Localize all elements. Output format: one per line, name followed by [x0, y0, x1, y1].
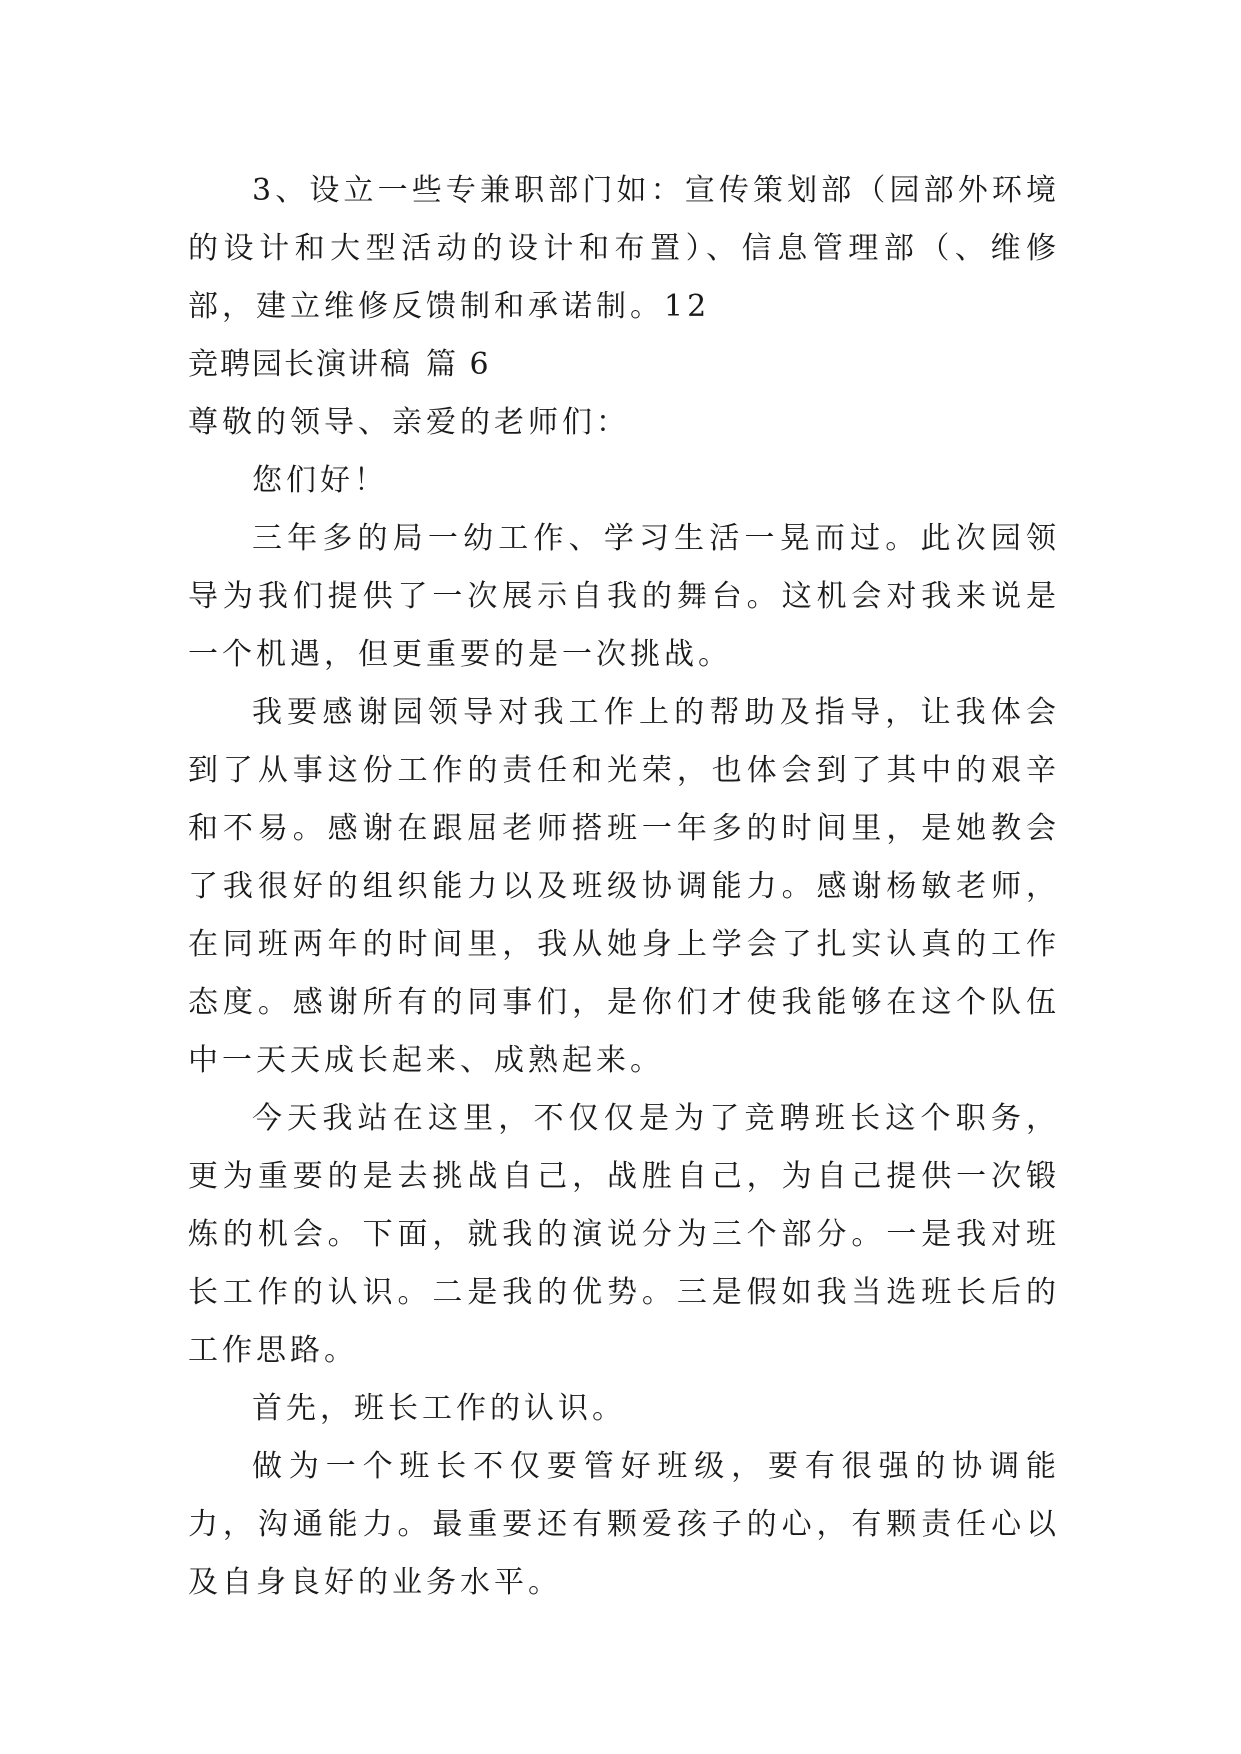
section-title: 竞聘园长演讲稿 [188, 347, 412, 382]
body-paragraph: 今天我站在这里，不仅仅是为了竞聘班长这个职务，更为重要的是去挑战自己，战胜自己，为自己提供一次锻炼的机会。下面，就我的演说分为三个部分。一是我对班长工作的认识。二是我的优势。三是假如我当选班长后的工作思路。 [188, 1101, 1060, 1368]
body-paragraph: 做为一个班长不仅要管好班级，要有很强的协调能力，沟通能力。最重要还有颗爱孩子的心，有颗责任心以及自身良好的业务水平。 [188, 1449, 1060, 1600]
greeting: 您们好！ [252, 463, 388, 498]
section-heading [188, 336, 1060, 394]
body-paragraph: 三年多的局一幼工作、学习生活一晃而过。此次园领导为我们提供了一次展示自我的舞台。这机会对我来说是一个机遇，但更重要的是一次挑战。 [188, 521, 1060, 672]
body-paragraph: 我要感谢园领导对我工作上的帮助及指导，让我体会到了从事这份工作的责任和光荣，也体会到了其中的艰辛和不易。感谢在跟屈老师搭班一年多的时间里，是她教会了我很好的组织能力以及班级协调能力。感谢杨敏老师，在同班两年的时间里，我从她身上学会了扎实认真的工作态度。感谢所有的同事们，是你们才使我能够在这个队伍中一天天成长起来、成熟起来。 [188, 695, 1060, 1078]
salutation: 尊敬的领导、亲爱的老师们： [188, 405, 630, 440]
body-paragraph: 首先，班长工作的认识。 [252, 1391, 626, 1426]
intro-paragraph: 3、设立一些专兼职部门如：宣传策划部（园部外环境的设计和大型活动的设计和布置）、信息管理部（、维修部，建立维修反馈制和承诺制。12 [188, 173, 1060, 324]
section-number: 篇 6 [426, 347, 491, 382]
document-body [188, 162, 1060, 1612]
